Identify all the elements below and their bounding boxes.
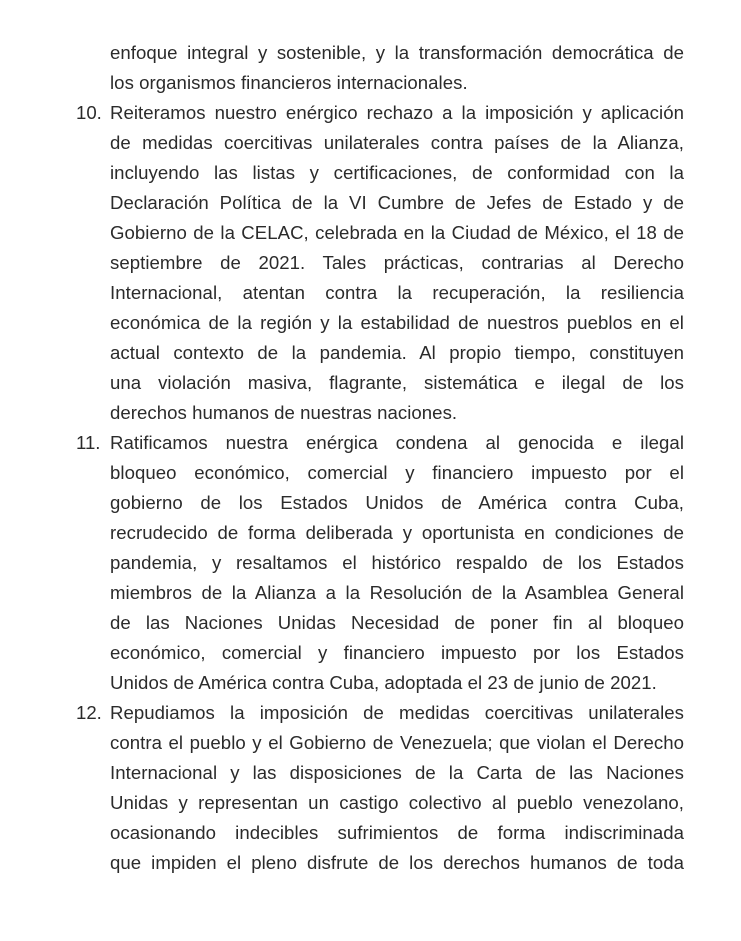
text-line: Reiteramos nuestro enérgico rechazo a la imposición y aplicación: [110, 102, 684, 123]
text-line: de las Naciones Unidas Necesidad de poner fin al bloqueo: [110, 612, 684, 633]
text-line: Repudiamos la imposición de medidas coercitivas unilaterales: [110, 702, 684, 723]
text-line: Declaración Política de la VI Cumbre de Jefes de Estado y de: [110, 192, 684, 213]
text-line: Gobierno de la CELAC, celebrada en la Ciudad de México, el 18 de: [110, 222, 684, 243]
text-line: económico, comercial y financiero impuesto por los Estados: [110, 642, 684, 663]
text-line: Internacional y las disposiciones de la Carta de las Naciones: [110, 762, 684, 783]
text-line: recrudecido de forma deliberada y oportunista en condiciones de: [110, 522, 684, 543]
text-line: derechos humanos de nuestras naciones.: [110, 402, 458, 423]
item-number: 12.: [76, 702, 102, 723]
text-line: una violación masiva, flagrante, sistemática e ilegal de los: [110, 372, 684, 393]
text-line: que impiden el pleno disfrute de los derechos humanos de toda: [110, 852, 684, 873]
text-line: Unidos de América contra Cuba, adoptada el 23 de junio de 2021.: [110, 672, 657, 693]
text-line: los organismos financieros internacionales.: [110, 72, 468, 93]
text-line: gobierno de los Estados Unidos de América contra Cuba,: [110, 492, 684, 513]
text-line: de medidas coercitivas unilaterales contra países de la Alianza,: [110, 132, 684, 153]
text-line: Unidas y representan un castigo colectivo al pueblo venezolano,: [110, 792, 684, 813]
text-line: pandemia, y resaltamos el histórico respaldo de los Estados: [110, 552, 684, 573]
text-line: económica de la región y la estabilidad de nuestros pueblos en el: [110, 312, 684, 333]
text-line: contra el pueblo y el Gobierno de Venezuela; que violan el Derecho: [110, 732, 684, 753]
item-number: 11.: [76, 432, 101, 453]
text-line: miembros de la Alianza a la Resolución de la Asamblea General: [110, 582, 684, 603]
text-line: ocasionando indecibles sufrimientos de forma indiscriminada: [110, 822, 684, 843]
text-line: Internacional, atentan contra la recuperación, la resiliencia: [110, 282, 684, 303]
text-line: septiembre de 2021. Tales prácticas, contrarias al Derecho: [110, 252, 684, 273]
text-line: actual contexto de la pandemia. Al propio tiempo, constituyen: [110, 342, 684, 363]
text-line: enfoque integral y sostenible, y la transformación democrática de: [110, 42, 684, 63]
text-line: Ratificamos nuestra enérgica condena al genocida e ilegal: [110, 432, 684, 453]
text-line: bloqueo económico, comercial y financiero impuesto por el: [110, 462, 684, 483]
item-number: 10.: [76, 102, 102, 123]
text-line: incluyendo las listas y certificaciones, de conformidad con la: [110, 162, 684, 183]
